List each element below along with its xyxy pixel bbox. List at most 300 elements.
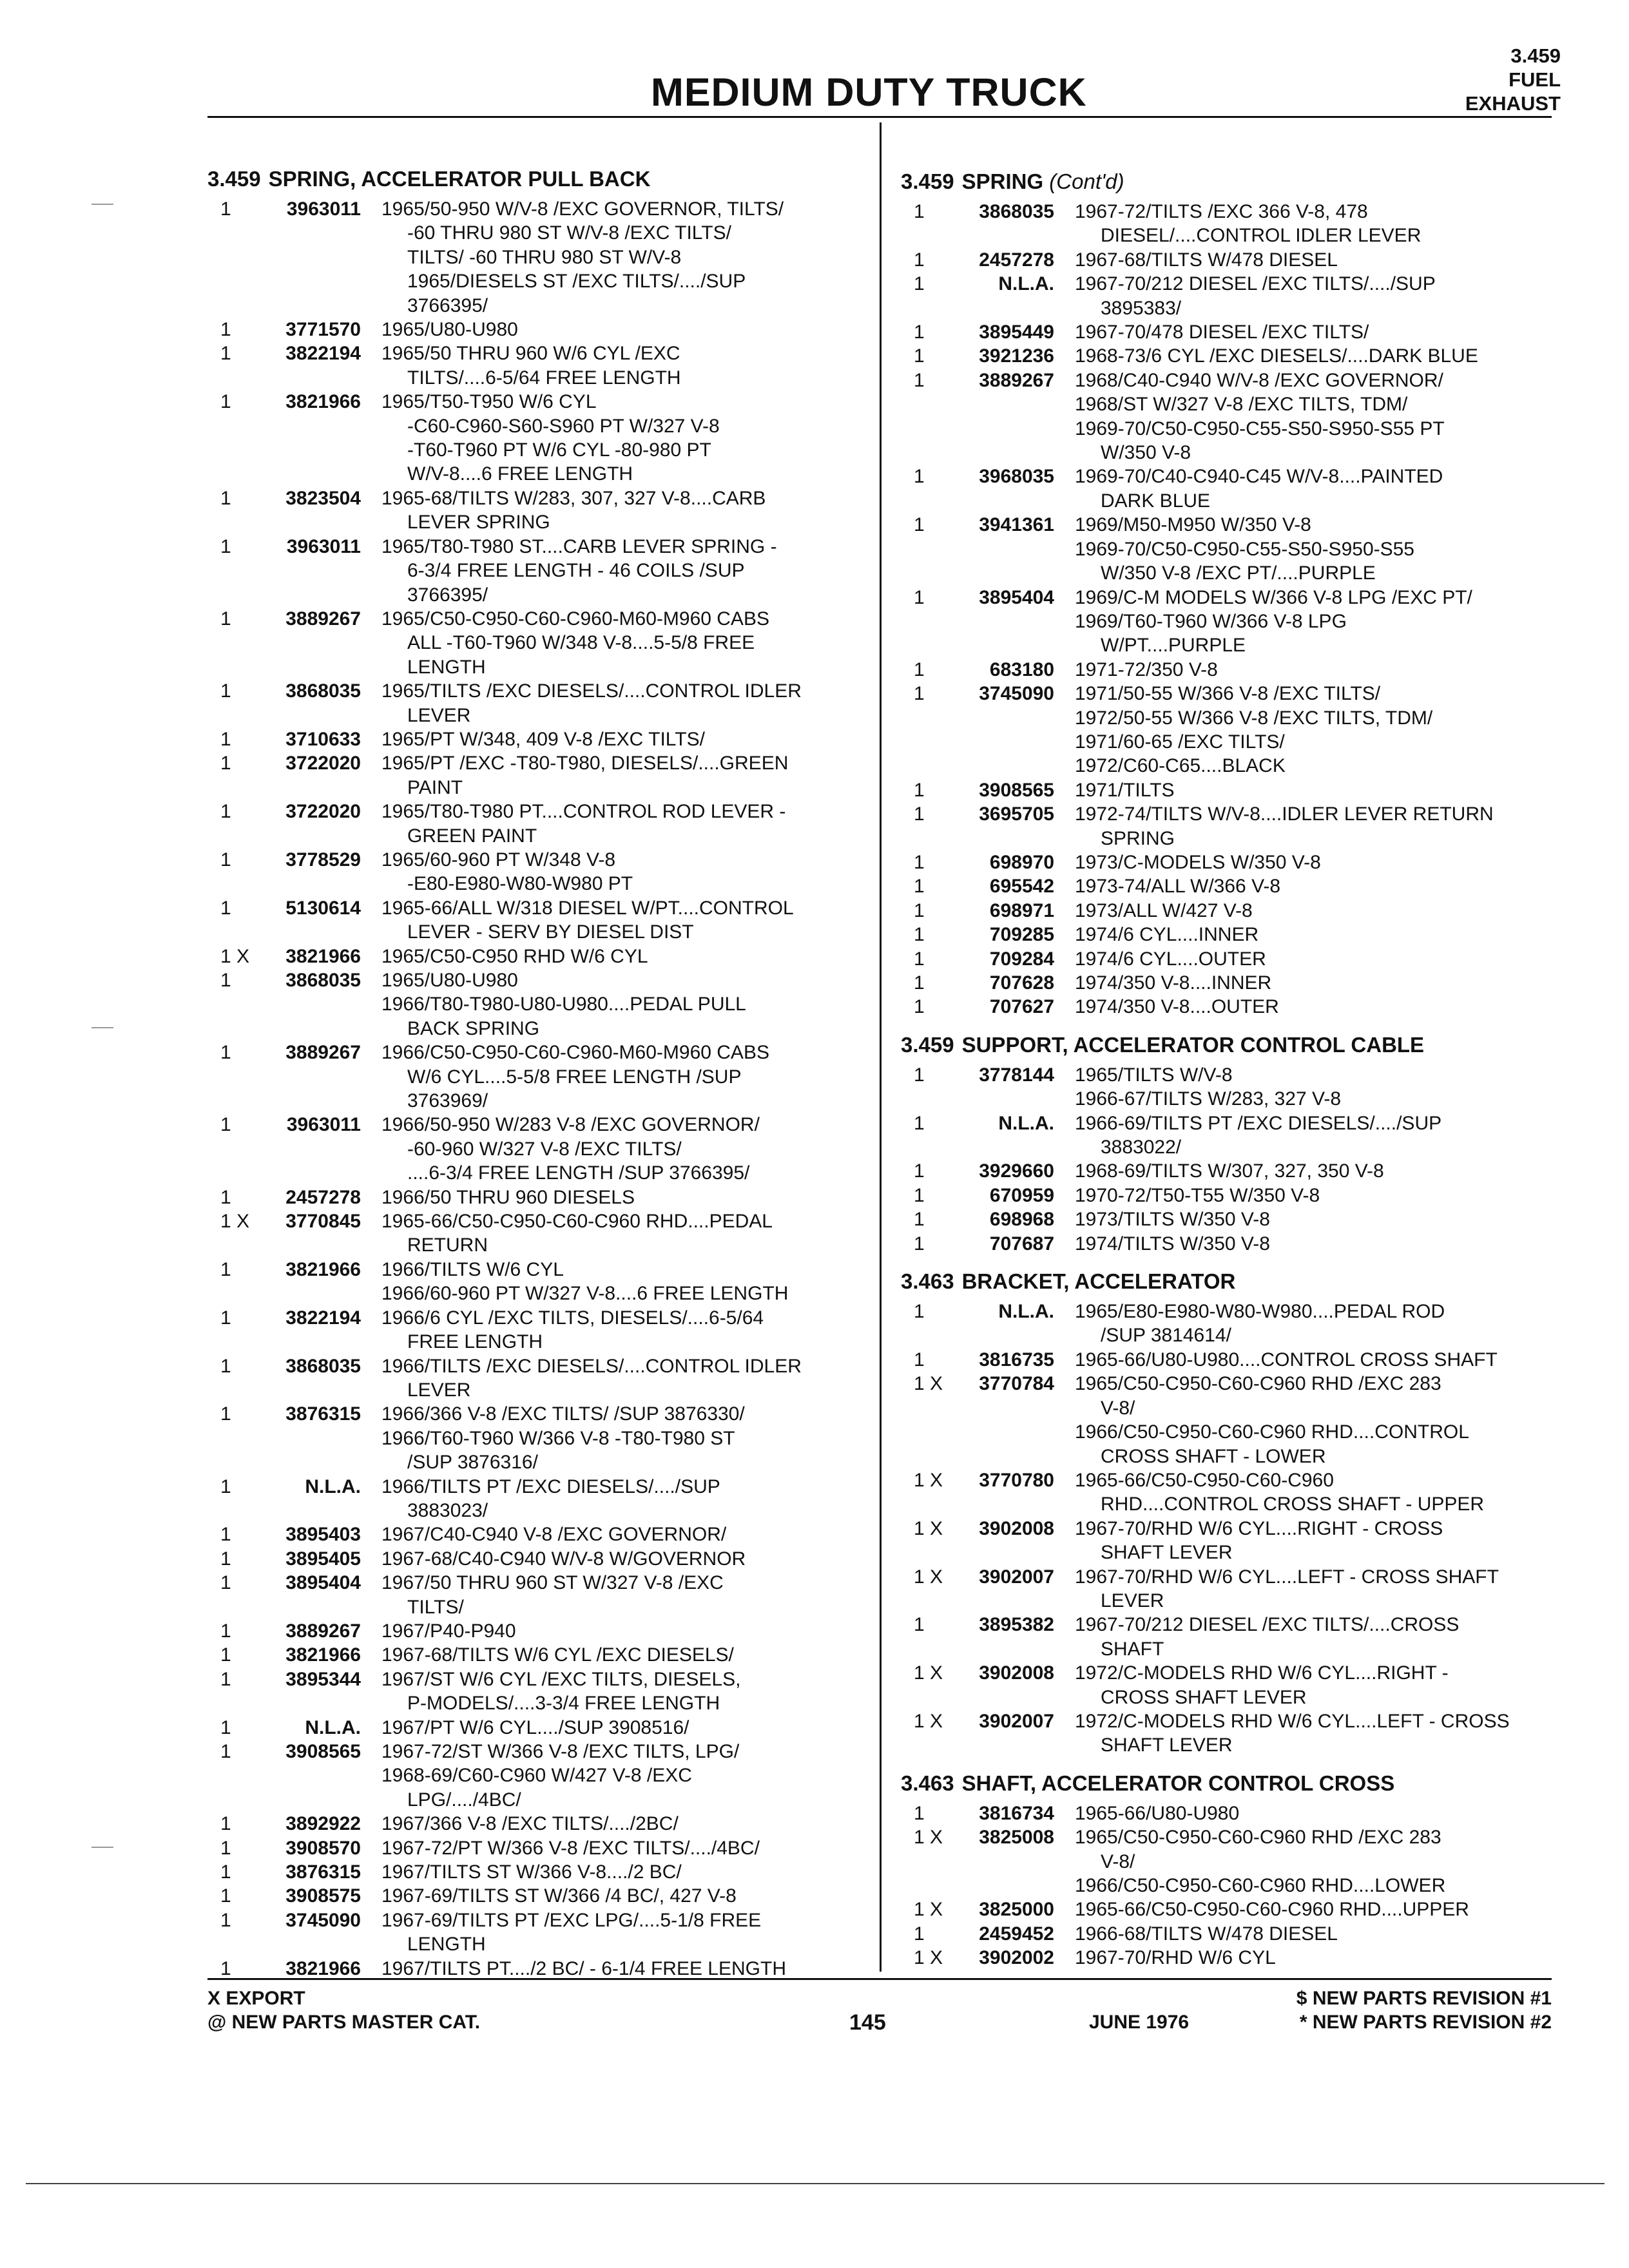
description-line: 1969/M50-M950 W/350 V-8 <box>1075 514 1311 536</box>
section-title-suffix: (Cont'd) <box>1049 169 1124 193</box>
part-quantity: 1 <box>914 201 925 222</box>
part-entry <box>901 947 1552 971</box>
description-line: 1966/TILTS W/6 CYL <box>381 1258 564 1280</box>
part-entry <box>207 1571 874 1619</box>
footer-master-note: @ NEW PARTS MASTER CAT. <box>207 2012 481 2033</box>
description-line: 1965/50 THRU 960 W/6 CYL /EXC <box>381 343 680 365</box>
part-entry <box>901 1613 1552 1661</box>
description-line: RHD....CONTROL CROSS SHAFT - UPPER <box>1101 1494 1485 1515</box>
part-entry <box>207 1957 874 1981</box>
part-description <box>381 800 874 848</box>
description-line: 1971/60-65 /EXC TILTS/ <box>1075 731 1285 753</box>
part-quantity: 1 <box>914 1301 925 1323</box>
description-line: 1967-72/ST W/366 V-8 /EXC TILTS, LPG/ <box>381 1741 740 1762</box>
part-description <box>1075 1372 1552 1468</box>
description-line: DARK BLUE <box>1101 490 1211 512</box>
part-number: 3902002 <box>979 1947 1054 1969</box>
description-line: 1966/366 V-8 /EXC TILTS/ /SUP 3876330/ <box>381 1403 745 1425</box>
part-number: 3929660 <box>979 1160 1054 1182</box>
part-entry <box>901 802 1552 850</box>
part-entry <box>207 1258 874 1306</box>
section-title: SPRING <box>961 169 1044 193</box>
footer-revision-1: $ NEW PARTS REVISION #1 <box>1296 1988 1552 2009</box>
part-entry <box>207 679 874 727</box>
part-description <box>381 1812 874 1836</box>
part-entry <box>901 995 1552 1019</box>
description-line: 1965-66/U80-U980....CONTROL CROSS SHAFT <box>1075 1349 1498 1370</box>
part-description <box>1075 995 1552 1019</box>
part-quantity: 1 <box>914 899 925 921</box>
part-description <box>381 848 874 896</box>
part-quantity: 1 X <box>914 1469 943 1491</box>
description-line: 1966/C50-C950-C60-C960 RHD....LOWER <box>1075 1875 1446 1896</box>
description-line: 1969/C-M MODELS W/366 V-8 LPG /EXC PT/ <box>1075 586 1472 608</box>
section-title: SHAFT, ACCELERATOR CONTROL CROSS <box>961 1771 1395 1795</box>
section-number: 3.459 <box>207 167 261 191</box>
part-description <box>1075 899 1552 923</box>
part-description <box>1075 778 1552 802</box>
part-quantity: 1 <box>220 801 231 823</box>
part-quantity: 1 <box>220 1186 231 1208</box>
section-number: 3.463 <box>901 1771 954 1795</box>
part-entry <box>901 248 1552 272</box>
part-number: 3822194 <box>285 343 361 365</box>
part-quantity: 1 <box>914 1184 925 1206</box>
description-line: 1967-69/TILTS PT /EXC LPG/....5-1/8 FREE <box>381 1909 762 1931</box>
part-number: 3722020 <box>285 801 361 823</box>
description-line: 1968-69/C60-C960 W/427 V-8 /EXC <box>381 1765 692 1787</box>
part-entry <box>207 607 874 679</box>
part-description <box>1075 1232 1552 1256</box>
part-description <box>1075 850 1552 874</box>
section-title: SUPPORT, ACCELERATOR CONTROL CABLE <box>961 1032 1425 1057</box>
description-line: W/350 V-8 /EXC PT/....PURPLE <box>1101 562 1376 584</box>
part-quantity: 1 <box>220 1885 231 1907</box>
part-entry <box>207 1667 874 1716</box>
part-entry <box>901 1709 1552 1758</box>
part-entry <box>901 1825 1552 1898</box>
part-entry <box>207 1619 874 1643</box>
part-number: 3908565 <box>979 779 1054 801</box>
part-description <box>381 1740 874 1812</box>
part-number: N.L.A. <box>998 1112 1054 1134</box>
part-description <box>1075 1468 1552 1517</box>
section-heading <box>901 1264 1552 1300</box>
margin-mark <box>92 1027 113 1028</box>
description-line: 1967-70/478 DIESEL /EXC TILTS/ <box>1075 322 1369 343</box>
part-description <box>381 1186 874 1209</box>
description-line: 1972/C-MODELS RHD W/6 CYL....RIGHT - <box>1075 1662 1449 1684</box>
description-line: 1966/50 THRU 960 DIESELS <box>381 1186 635 1208</box>
description-line: 1968/C40-C940 W/V-8 /EXC GOVERNOR/ <box>1075 369 1443 391</box>
description-line: 1965/T50-T950 W/6 CYL <box>381 391 597 413</box>
margin-mark <box>92 204 113 205</box>
description-line: 1965/DIESELS ST /EXC TILTS/..../SUP <box>407 271 746 293</box>
part-entry <box>207 1354 874 1403</box>
part-number: 3816735 <box>979 1349 1054 1370</box>
description-line: SHAFT <box>1101 1638 1164 1660</box>
part-number: 3868035 <box>979 201 1054 222</box>
part-number: 3821966 <box>285 391 361 413</box>
description-line: 1974/6 CYL....OUTER <box>1075 948 1266 970</box>
part-description <box>1075 1825 1552 1898</box>
part-number: 3921236 <box>979 345 1054 367</box>
part-entry <box>901 1111 1552 1160</box>
part-number: 3695705 <box>979 803 1054 825</box>
description-line: 1966/C50-C950-C60-C960 RHD....CONTROL <box>1075 1421 1469 1443</box>
part-entry <box>207 800 874 848</box>
description-line: 1966/C50-C950-C60-C960-M60-M960 CABS <box>381 1042 769 1064</box>
right-column <box>901 164 1552 1970</box>
description-line: 3883023/ <box>407 1499 488 1521</box>
part-entry <box>207 1402 874 1474</box>
section-group-exhaust: EXHAUST <box>1465 92 1561 115</box>
part-entry <box>207 390 874 486</box>
part-entry <box>207 848 874 896</box>
part-quantity: 1 <box>220 1644 231 1666</box>
part-description <box>381 197 874 318</box>
part-description <box>1075 947 1552 971</box>
part-quantity: 1 X <box>914 1947 943 1969</box>
part-quantity: 1 <box>220 680 231 702</box>
description-line: 1965/C50-C950-C60-C960 RHD /EXC 283 <box>1075 1373 1441 1395</box>
part-quantity: 1 <box>914 369 925 391</box>
part-quantity: 1 <box>220 608 231 629</box>
part-number: 3771570 <box>285 319 361 341</box>
part-entry <box>901 658 1552 682</box>
description-line: 1969-70/C50-C950-C55-S50-S950-S55 PT <box>1075 418 1445 439</box>
part-description <box>381 535 874 607</box>
part-number: 3868035 <box>285 1355 361 1377</box>
part-quantity: 1 X <box>220 1211 250 1233</box>
section-code: 3.459 <box>1510 44 1561 67</box>
part-description <box>381 607 874 679</box>
description-line: 1965-66/C50-C950-C60-C960 RHD....UPPER <box>1075 1899 1469 1921</box>
part-entry <box>901 1468 1552 1517</box>
part-entry <box>207 535 874 607</box>
part-quantity: 1 <box>914 779 925 801</box>
part-number: 3868035 <box>285 970 361 991</box>
part-quantity: 1 <box>914 322 925 343</box>
part-quantity: 1 X <box>220 945 250 967</box>
part-number: 3745090 <box>979 683 1054 705</box>
description-line: W/V-8....6 FREE LENGTH <box>407 463 633 485</box>
part-description <box>381 1571 874 1619</box>
part-quantity: 1 X <box>914 1373 943 1395</box>
part-number: 698970 <box>989 851 1054 873</box>
part-number: 695542 <box>989 876 1054 898</box>
part-quantity: 1 <box>914 851 925 873</box>
part-number: 3778529 <box>285 849 361 870</box>
part-description <box>381 1354 874 1403</box>
part-quantity: 1 <box>220 1909 231 1931</box>
part-quantity: 1 <box>220 1042 231 1064</box>
description-line: 1965/50-950 W/V-8 /EXC GOVERNOR, TILTS/ <box>381 198 784 220</box>
part-description <box>1075 1802 1552 1825</box>
part-quantity: 1 X <box>914 1827 943 1849</box>
description-line: LEVER <box>407 704 471 726</box>
part-entry <box>207 197 874 318</box>
description-line: 1967/ST W/6 CYL /EXC TILTS, DIESELS, <box>381 1668 741 1690</box>
part-entry <box>901 272 1552 320</box>
header-rule <box>207 116 1552 118</box>
description-line: 1967/50 THRU 960 ST W/327 V-8 /EXC <box>381 1572 724 1594</box>
description-line: 1966-68/TILTS W/478 DIESEL <box>1075 1923 1338 1945</box>
part-entry <box>207 1643 874 1667</box>
part-entry <box>207 341 874 390</box>
part-quantity: 1 <box>220 343 231 365</box>
description-line: 1968-73/6 CYL /EXC DIESELS/....DARK BLUE <box>1075 345 1478 367</box>
part-number: 3770845 <box>285 1211 361 1233</box>
part-entry <box>207 1523 874 1546</box>
description-line: SPRING <box>1101 827 1175 849</box>
part-entry <box>901 369 1552 465</box>
part-description <box>381 1884 874 1908</box>
part-entry <box>901 874 1552 898</box>
part-number: 3902008 <box>979 1662 1054 1684</box>
description-line: 6-3/4 FREE LENGTH - 46 COILS /SUP <box>407 560 745 582</box>
part-entry <box>901 1922 1552 1946</box>
description-line: 1965/U80-U980 <box>381 319 518 341</box>
part-number: 3892922 <box>285 1813 361 1835</box>
description-line: 1966-69/TILTS PT /EXC DIESELS/..../SUP <box>1075 1112 1442 1134</box>
description-line: 3763969/ <box>407 1090 488 1112</box>
part-number: N.L.A. <box>998 273 1054 295</box>
description-line: 1965/T80-T980 PT....CONTROL ROD LEVER - <box>381 801 786 823</box>
part-description <box>381 1547 874 1571</box>
part-quantity: 1 <box>220 1548 231 1570</box>
part-quantity: 1 <box>220 849 231 870</box>
part-number: 3908570 <box>285 1837 361 1859</box>
part-description <box>1075 1946 1552 1970</box>
part-entry <box>207 318 874 341</box>
description-line: 1965/U80-U980 <box>381 970 518 991</box>
part-number: 3745090 <box>285 1909 361 1931</box>
part-description <box>381 341 874 390</box>
description-line: W/PT....PURPLE <box>1101 635 1246 657</box>
part-number: 3895382 <box>979 1614 1054 1636</box>
part-number: 3868035 <box>285 680 361 702</box>
description-line: 1971/TILTS <box>1075 779 1175 801</box>
margin-mark <box>92 1847 113 1848</box>
description-line: 1965/TILTS /EXC DIESELS/....CONTROL IDLER <box>381 680 802 702</box>
part-entry <box>207 945 874 968</box>
part-number: 3908575 <box>285 1885 361 1907</box>
description-line: 1972/50-55 W/366 V-8 /EXC TILTS, TDM/ <box>1075 707 1433 729</box>
part-description <box>381 1860 874 1884</box>
description-line: LENGTH <box>407 656 486 678</box>
part-number: 683180 <box>989 658 1054 680</box>
part-description <box>1075 272 1552 320</box>
part-number: 3968035 <box>979 466 1054 488</box>
description-line: 1967-68/C40-C940 W/V-8 W/GOVERNOR <box>381 1548 746 1570</box>
description-line: 1967-70/212 DIESEL /EXC TILTS/....CROSS <box>1075 1614 1460 1636</box>
part-quantity: 1 <box>914 803 925 825</box>
description-line: 1965-66/ALL W/318 DIESEL W/PT....CONTROL <box>381 897 794 919</box>
description-line: FREE LENGTH <box>407 1331 543 1353</box>
description-line: 1966/6 CYL /EXC TILTS, DIESELS/....6-5/64 <box>381 1307 764 1329</box>
part-quantity: 1 <box>914 924 925 946</box>
part-description <box>1075 1517 1552 1565</box>
description-line: 1966/TILTS /EXC DIESELS/....CONTROL IDLER <box>381 1355 802 1377</box>
description-line: 1965/C50-C950-C60-C960-M60-M960 CABS <box>381 608 769 629</box>
part-number: 707628 <box>989 972 1054 994</box>
part-quantity: 1 <box>914 948 925 970</box>
part-number: 3895404 <box>979 586 1054 608</box>
part-number: 2459452 <box>979 1923 1054 1945</box>
part-number: 3941361 <box>979 514 1054 536</box>
part-entry <box>901 1300 1552 1348</box>
part-description <box>381 1258 874 1306</box>
description-line: TILTS/ <box>407 1596 464 1618</box>
description-line: -E80-E980-W80-W980 PT <box>407 873 633 895</box>
part-quantity: 1 X <box>914 1899 943 1921</box>
description-line: V-8/ <box>1101 1850 1135 1872</box>
description-line: 1974/TILTS W/350 V-8 <box>1075 1233 1270 1254</box>
footer-revision-2: * NEW PARTS REVISION #2 <box>1299 2012 1552 2033</box>
section-number: 3.463 <box>901 1269 954 1294</box>
part-quantity: 1 <box>914 1614 925 1636</box>
part-quantity: 1 <box>220 1620 231 1642</box>
part-description <box>381 1716 874 1740</box>
part-quantity: 1 <box>914 345 925 367</box>
section-heading <box>901 164 1552 200</box>
part-entry <box>901 682 1552 778</box>
part-number: N.L.A. <box>305 1475 361 1497</box>
description-line: 1967/TILTS ST W/366 V-8..../2 BC/ <box>381 1861 682 1883</box>
part-entry <box>901 1232 1552 1256</box>
part-number: 3895405 <box>285 1548 361 1570</box>
part-number: 3816734 <box>979 1802 1054 1824</box>
part-quantity: 1 <box>220 487 231 509</box>
description-line: 1965/60-960 PT W/348 V-8 <box>381 849 616 870</box>
part-quantity: 1 <box>220 1355 231 1377</box>
part-number: 3889267 <box>285 608 361 629</box>
description-line: 1967-70/212 DIESEL /EXC TILTS/..../SUP <box>1075 273 1436 295</box>
description-line: 1966/T60-T960 W/366 V-8 -T80-T980 ST <box>381 1427 735 1449</box>
part-quantity: 1 X <box>914 1662 943 1684</box>
part-number: 707627 <box>989 996 1054 1018</box>
part-description <box>381 751 874 800</box>
part-entry <box>901 465 1552 513</box>
description-line: 1967/P40-P940 <box>381 1620 516 1642</box>
part-number: 3778144 <box>979 1064 1054 1086</box>
description-line: 1967-68/TILTS W/6 CYL /EXC DIESELS/ <box>381 1644 734 1666</box>
part-description <box>1075 465 1552 513</box>
description-line: CROSS SHAFT - LOWER <box>1101 1445 1326 1467</box>
description-line: 1966/TILTS PT /EXC DIESELS/..../SUP <box>381 1475 720 1497</box>
description-line: 1969-70/C40-C940-C45 W/V-8....PAINTED <box>1075 466 1443 488</box>
part-quantity: 1 <box>220 1403 231 1425</box>
part-description <box>381 1523 874 1546</box>
part-entry <box>207 1547 874 1571</box>
part-number: 3825008 <box>979 1827 1054 1849</box>
part-quantity: 1 <box>220 319 231 341</box>
part-description <box>1075 971 1552 995</box>
part-number: 3889267 <box>979 369 1054 391</box>
part-number: 3889267 <box>285 1042 361 1064</box>
part-number: 3722020 <box>285 753 361 774</box>
page-number: 145 <box>849 2010 886 2035</box>
part-description <box>1075 1300 1552 1348</box>
part-quantity: 1 <box>220 535 231 557</box>
part-description <box>381 1306 874 1354</box>
part-entry <box>901 1184 1552 1207</box>
part-number: 3902008 <box>979 1517 1054 1539</box>
part-entry <box>207 486 874 535</box>
part-description <box>1075 1207 1552 1231</box>
part-description <box>1075 1613 1552 1661</box>
description-line: 1968/ST W/327 V-8 /EXC TILTS, TDM/ <box>1075 394 1408 416</box>
part-quantity: 1 <box>220 198 231 220</box>
description-line: 1965/TILTS W/V-8 <box>1075 1064 1233 1086</box>
part-entry <box>207 1475 874 1523</box>
part-entry <box>901 513 1552 585</box>
part-description <box>381 1209 874 1258</box>
description-line: 3883022/ <box>1101 1137 1182 1158</box>
part-number: 707687 <box>989 1233 1054 1254</box>
part-number: 3821966 <box>285 1644 361 1666</box>
part-quantity: 1 <box>914 1802 925 1824</box>
part-quantity: 1 <box>914 996 925 1018</box>
section-group-fuel: FUEL <box>1509 68 1561 91</box>
part-number: 709285 <box>989 924 1054 946</box>
part-quantity: 1 <box>914 972 925 994</box>
part-description <box>381 318 874 341</box>
part-entry <box>207 1186 874 1209</box>
part-number: 3895404 <box>285 1572 361 1594</box>
section-header-block <box>1465 44 1561 115</box>
part-quantity: 1 <box>914 1209 925 1231</box>
part-quantity: 1 <box>914 1160 925 1182</box>
section-heading <box>901 1765 1552 1802</box>
description-line: ....6-3/4 FREE LENGTH /SUP 3766395/ <box>407 1162 750 1184</box>
footer-export-note: X EXPORT <box>207 1988 305 2009</box>
description-line: 1973-74/ALL W/366 V-8 <box>1075 876 1281 898</box>
part-entry <box>207 1113 874 1185</box>
part-number: 3770780 <box>979 1469 1054 1491</box>
part-number: 3876315 <box>285 1403 361 1425</box>
description-line: 1972/C60-C65....BLACK <box>1075 755 1286 777</box>
description-line: 1966/50-950 W/283 V-8 /EXC GOVERNOR/ <box>381 1114 760 1136</box>
description-line: 1972/C-MODELS RHD W/6 CYL....LEFT - CROSS <box>1075 1710 1510 1732</box>
part-quantity: 1 <box>220 728 231 750</box>
part-entry <box>901 778 1552 802</box>
part-quantity: 1 X <box>914 1710 943 1732</box>
description-line: SHAFT LEVER <box>1101 1542 1233 1564</box>
description-line: 1967-70/RHD W/6 CYL....RIGHT - CROSS <box>1075 1517 1443 1539</box>
part-number: 3876315 <box>285 1861 361 1883</box>
part-quantity: 1 <box>914 249 925 271</box>
description-line: LEVER SPRING <box>407 512 550 533</box>
description-line: 1965/C50-C950-C60-C960 RHD /EXC 283 <box>1075 1827 1441 1849</box>
part-entry <box>901 1159 1552 1183</box>
part-entry <box>901 1517 1552 1565</box>
part-description <box>381 727 874 751</box>
part-number: 709284 <box>989 948 1054 970</box>
part-quantity: 1 <box>220 1957 231 1979</box>
part-number: 698968 <box>989 1209 1054 1231</box>
part-quantity: 1 <box>220 970 231 991</box>
description-line: W/350 V-8 <box>1101 442 1191 464</box>
part-description <box>1075 1184 1552 1207</box>
left-column <box>207 161 874 1981</box>
part-description <box>1075 1709 1552 1758</box>
part-number: 3821966 <box>285 1258 361 1280</box>
part-number: 3963011 <box>286 1114 361 1136</box>
part-description <box>381 945 874 968</box>
part-description <box>1075 658 1552 682</box>
